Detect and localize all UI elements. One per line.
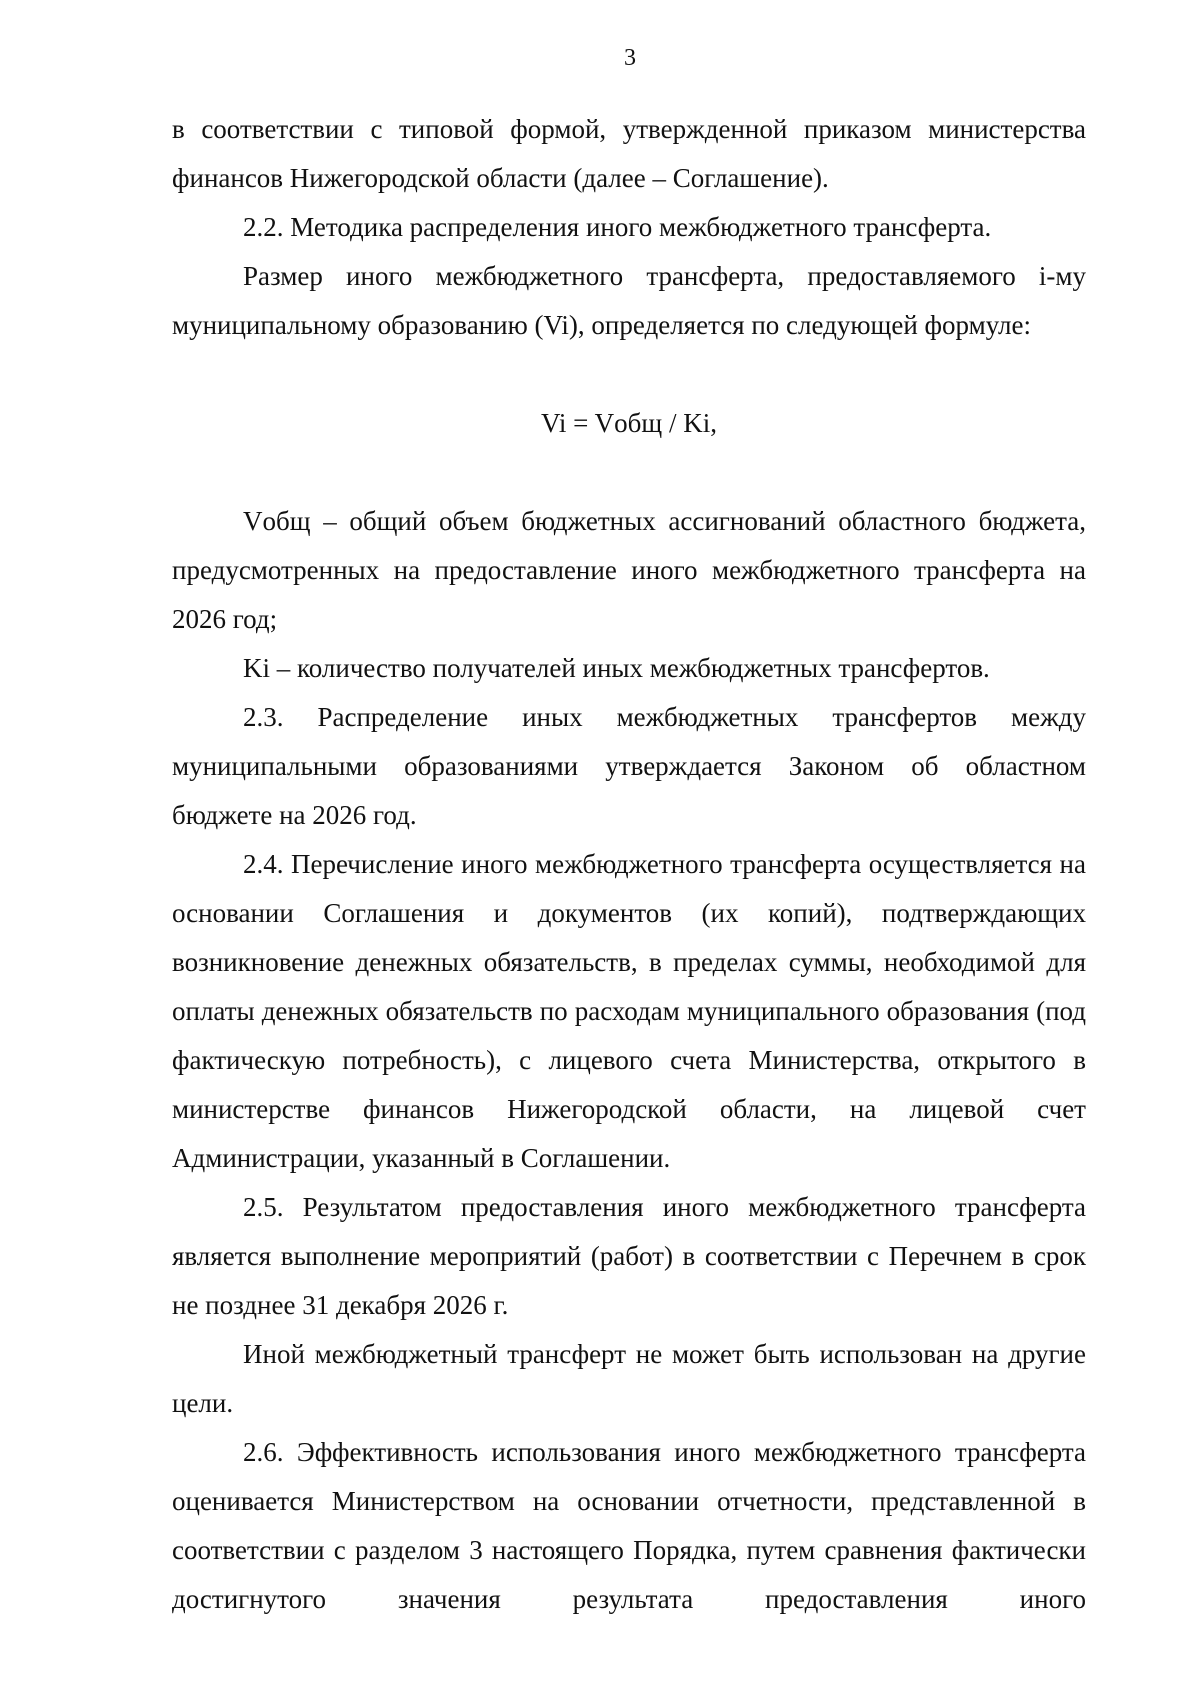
paragraph-ki-definition: Ki – количество получателей иных межбюджетных трансфертов. bbox=[243, 653, 990, 683]
paragraph-transfer-size: Размер иного межбюджетного трансферта, предоставляемого i-му муниципальному образованию (Vi), определяется по следующей формуле: bbox=[172, 261, 1086, 340]
paragraph-vobsh-definition: Vобщ – общий объем бюджетных ассигнований областного бюджета, предусмотренных на предоставление иного межбюджетного трансферта на 2026 год; bbox=[172, 506, 1086, 634]
paragraph-2-4: 2.4. Перечисление иного межбюджетного трансферта осуществляется на основании Соглашения и документов (их копий), подтверждающих возникновение денежных обязательств, в пределах суммы, необходимой для оплаты денежных обязательств по расходам муниципального образования (под фактическую потребность), с лицевого счета Министерства, открытого в министерстве финансов Нижегородской области, на лицевой счет Администрации, указанный в Соглашении. bbox=[172, 849, 1086, 1173]
paragraph-2-2: 2.2. Методика распределения иного межбюджетного трансферта. bbox=[243, 212, 992, 242]
paragraph-2-3: 2.3. Распределение иных межбюджетных трансфертов между муниципальными образованиями утверждается Законом об областном бюджете на 2026 год. bbox=[172, 702, 1086, 830]
paragraph-other-purposes: Иной межбюджетный трансферт не может быть использован на другие цели. bbox=[172, 1339, 1086, 1418]
document-body bbox=[172, 105, 1086, 1624]
paragraph-continuation: в соответствии с типовой формой, утвержденной приказом министерства финансов Нижегородской области (далее – Соглашение). bbox=[172, 114, 1086, 193]
paragraph-2-6: 2.6. Эффективность использования иного межбюджетного трансферта оценивается Министерством на основании отчетности, представленной в соответствии с разделом 3 настоящего Порядка, путем сравнения фактически достигнутого значения результата предоставления иного bbox=[172, 1437, 1086, 1614]
formula: Vi = Vобщ / Ki, bbox=[541, 408, 717, 438]
page-number: 3 bbox=[624, 45, 636, 71]
paragraph-2-5: 2.5. Результатом предоставления иного межбюджетного трансферта является выполнение мероприятий (работ) в соответствии с Перечнем в срок не позднее 31 декабря 2026 г. bbox=[172, 1192, 1086, 1320]
